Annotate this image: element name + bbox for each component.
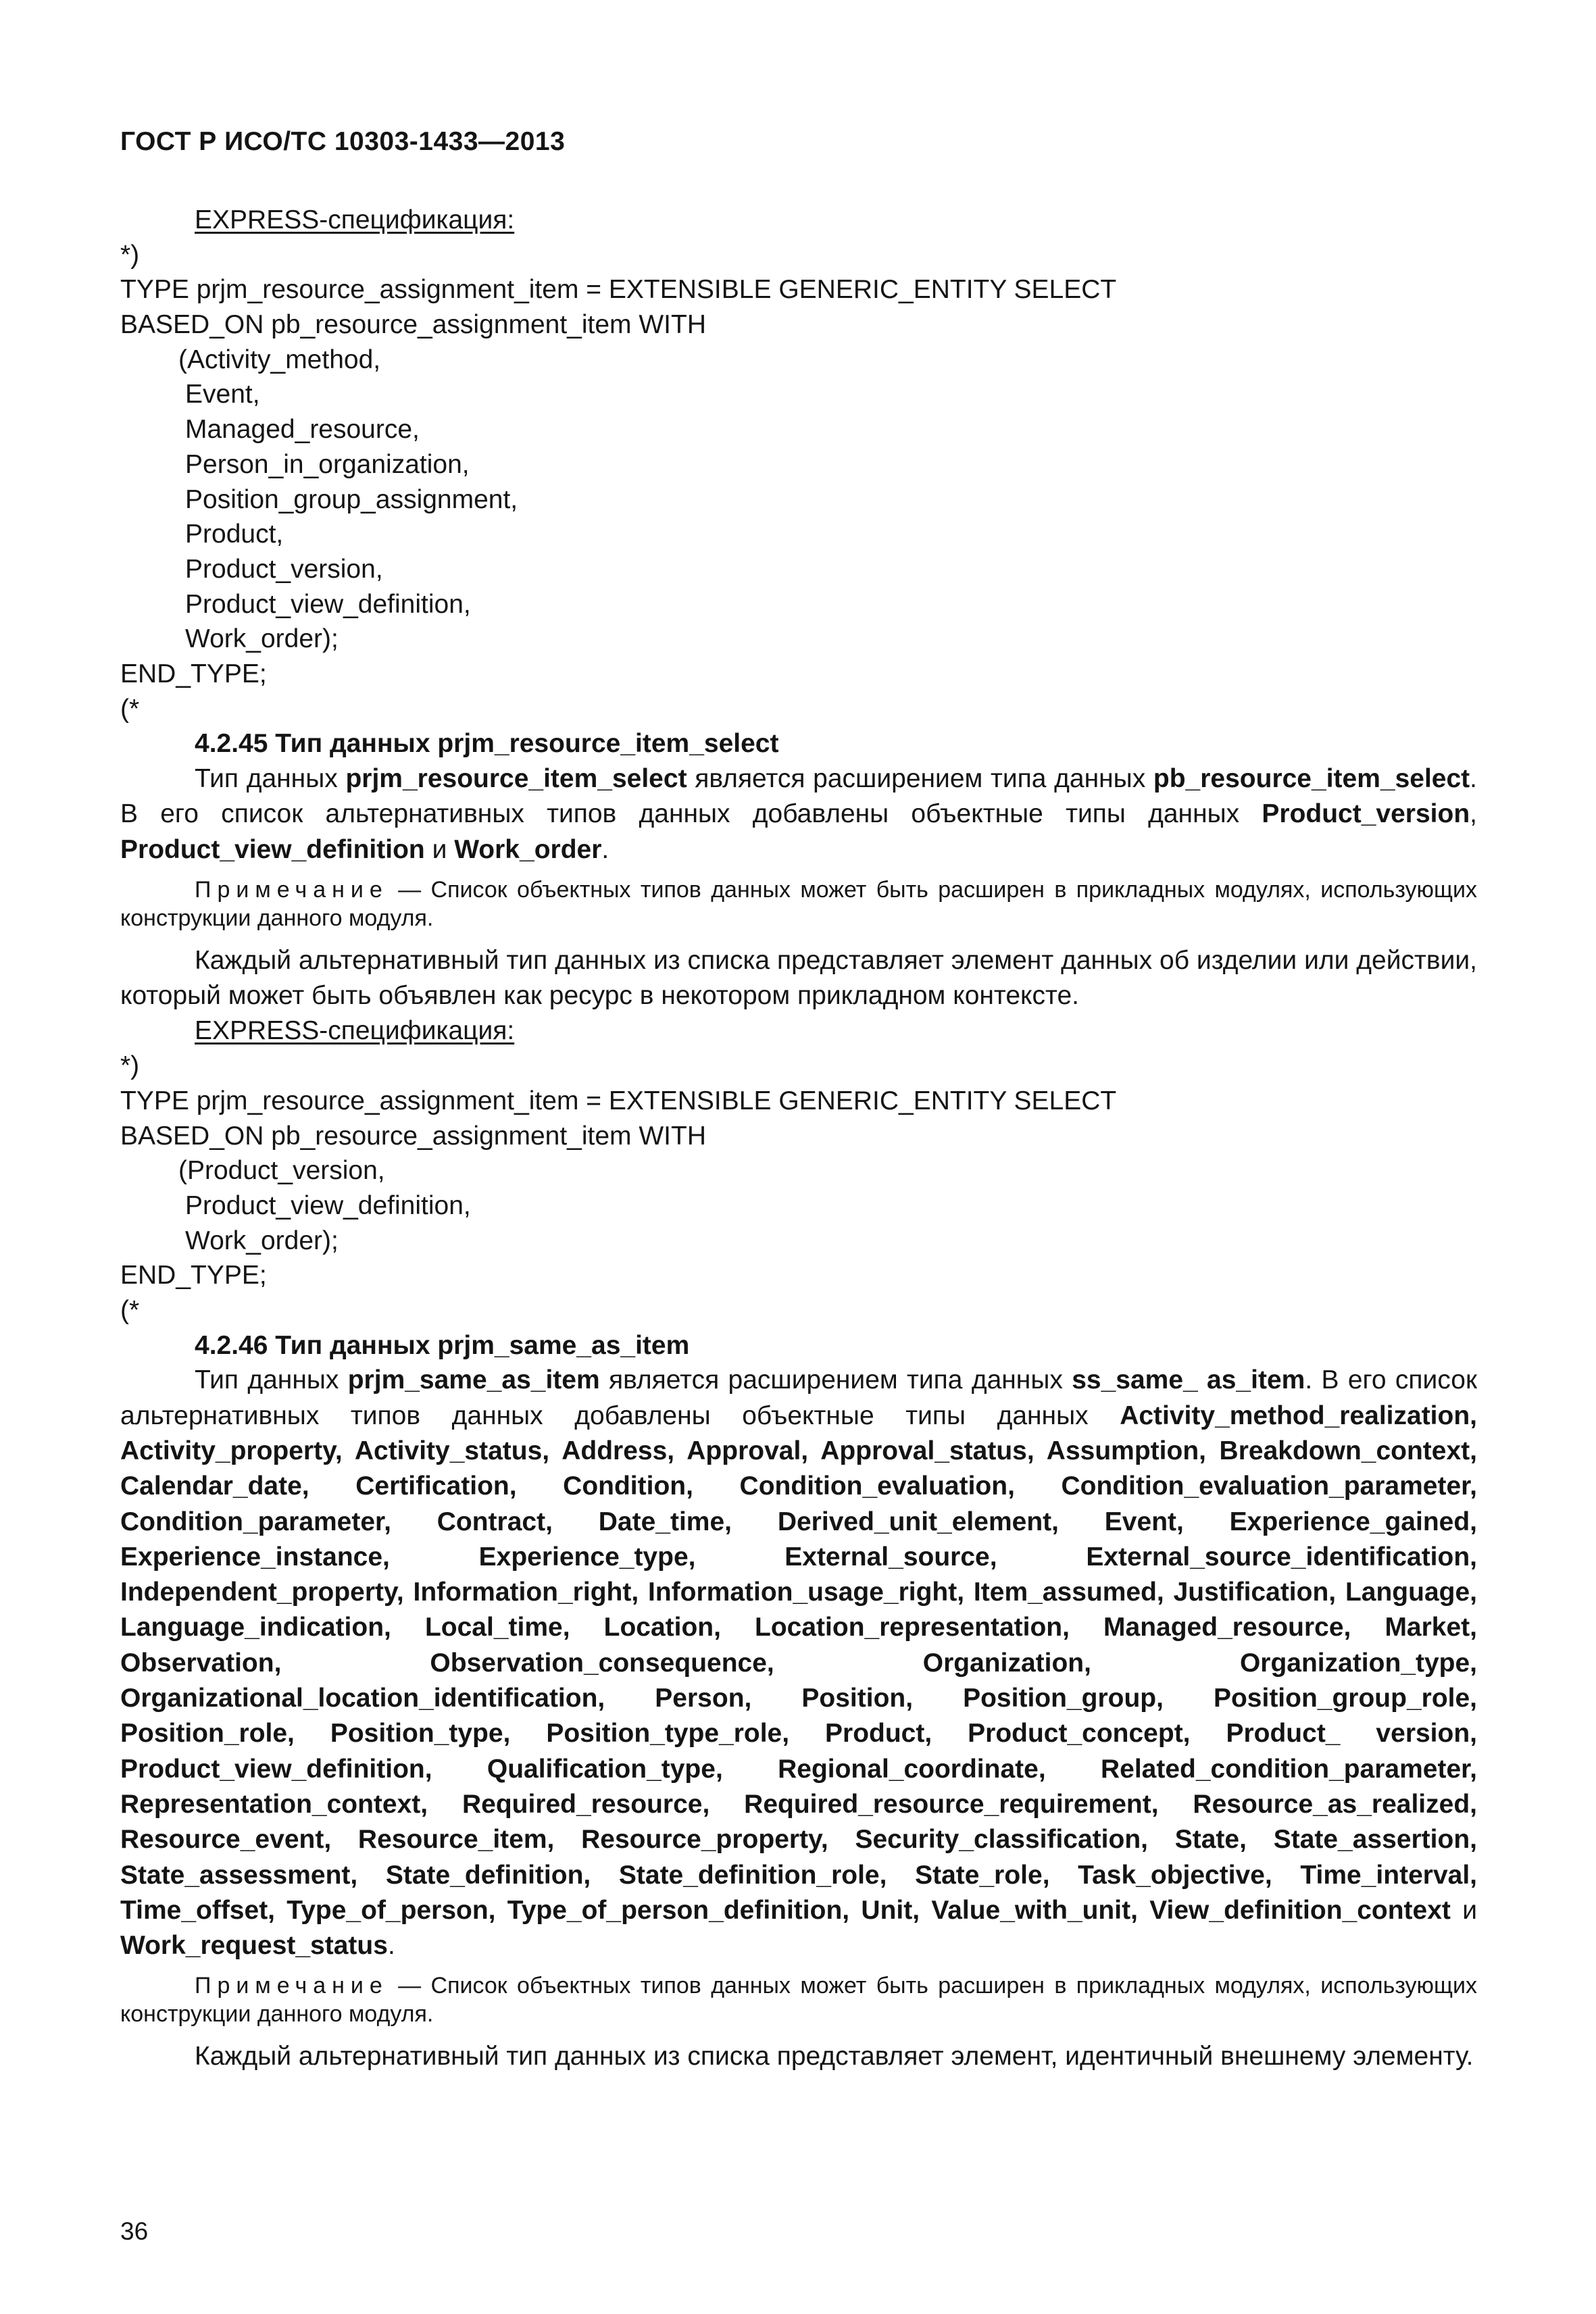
- note-label: Примечание: [195, 876, 389, 903]
- text-run: ,: [1470, 799, 1477, 829]
- text-run: .: [387, 1931, 395, 1961]
- section-paragraph: Каждый альтернативный тип данных из списка представляет элемент, идентичный внешнему элементу.: [195, 2042, 1474, 2071]
- code-type-line: TYPE prjm_resource_assignment_item = EXTENSIBLE GENERIC_ENTITY SELECT: [120, 275, 1117, 305]
- type-name: Product_view_definition: [120, 834, 425, 864]
- note-text: — Список объектных типов данных может быть расширен в прикладных модулях, использующих конструкции данного модуля.: [120, 876, 1477, 931]
- note: [120, 876, 1477, 932]
- type-name: ss_same_ as_item: [1072, 1365, 1305, 1395]
- section-heading-4-2-45: 4.2.45 Тип данных prjm_resource_item_select: [195, 729, 779, 759]
- section-paragraph: [120, 761, 1477, 867]
- code-item: Event,: [185, 380, 260, 409]
- type-name: Product_version: [1262, 799, 1470, 829]
- text-run: и: [1450, 1895, 1477, 1925]
- express-spec-label: EXPRESS-спецификация:: [195, 205, 515, 234]
- document-header: ГОСТ Р ИСО/ТС 10303-1433—2013: [120, 127, 566, 156]
- code-item: Product_view_definition,: [185, 1190, 471, 1220]
- text-run: .: [601, 834, 609, 864]
- text-run: . В его список альтернативных типов данных добавлены объектные типы данных: [120, 764, 1477, 829]
- code-item: Work_order);: [185, 1226, 339, 1255]
- text-run: является расширением типа данных: [599, 1365, 1072, 1395]
- code-based-on-line: BASED_ON pb_resource_assignment_item WITH: [120, 1121, 707, 1151]
- type-name-list: Activity_method_realization, Activity_property, Activity_status, Address, Approval, Approval_status, Assumption, Breakdown_context, Calendar_date, Certification, Condition, Condition_evaluation, Condition_evaluation_parameter, Condition_parameter, Contract, Date_time, Derived_unit_element, Event, Experience_gained, Experience_instance, Experience_type, External_source, External_source_identification, Independent_property, Information_right, Information_usage_right, Item_assumed, Justification, Language, Language_indication, Local_time, Location, Location_representation, Managed_resource, Market, Observation, Observation_consequence, Organization, Organization_type, Organizational_location_identification, Person, Position, Position_group, Position_group_role, Position_role, Position_type, Position_type_role, Product, Product_concept, Product_ version, Product_view_definition, Qualification_type, Regional_coordinate, Related_condition_parameter, Representation_context, Required_resource, Required_resource_requirement, Resource_as_realized, Resource_event, Resource_item, Resource_property, Security_classification, State, State_assertion, State_assessment, State_definition, State_definition_role, State_role, Task_objective, Time_interval, Time_offset, Type_of_person, Type_of_person_definition, Unit, Value_with_unit, View_definition_context: [120, 1401, 1477, 1925]
- page-number: 36: [120, 2217, 149, 2245]
- code-item: Product_view_definition,: [185, 589, 471, 619]
- code-item: Product_version,: [185, 554, 383, 584]
- type-name: pb_resource_item_select: [1153, 764, 1470, 793]
- code-comment-close: *): [120, 240, 140, 270]
- code-end-type: END_TYPE;: [120, 1261, 267, 1290]
- code-item: Work_order);: [185, 624, 339, 654]
- code-item: (Activity_method,: [178, 345, 381, 374]
- code-item: Product,: [185, 520, 284, 549]
- code-item: Managed_resource,: [185, 415, 420, 445]
- note-text: — Список объектных типов данных может быть расширен в прикладных модулях, использующих конструкции данного модуля.: [120, 1973, 1477, 2028]
- code-type-line: TYPE prjm_resource_assignment_item = EXTENSIBLE GENERIC_ENTITY SELECT: [120, 1086, 1117, 1115]
- note: [120, 1971, 1477, 2028]
- text-run: Тип данных: [195, 1365, 348, 1395]
- note-label: Примечание: [195, 1973, 389, 1999]
- text-run: и: [424, 834, 455, 864]
- page-content: [120, 203, 1477, 2075]
- code-comment-open: (*: [120, 1295, 140, 1325]
- text-run: . В его список альтернативных типов данных добавлены объектные типы данных: [120, 1365, 1478, 1430]
- section-paragraph: Каждый альтернативный тип данных из списка представляет элемент данных об изделии или действии, который может быть объявлен как ресурс в некотором прикладном контексте.: [120, 945, 1477, 1011]
- express-spec-label: EXPRESS-спецификация:: [195, 1016, 515, 1046]
- code-item: (Product_version,: [178, 1156, 385, 1186]
- code-comment-open: (*: [120, 694, 140, 724]
- section-heading-4-2-46: 4.2.46 Тип данных prjm_same_as_item: [195, 1330, 690, 1360]
- type-name: prjm_resource_item_select: [345, 764, 687, 793]
- text-run: Тип данных: [195, 764, 346, 793]
- type-name: Work_request_status: [120, 1931, 388, 1961]
- code-item: Position_group_assignment,: [185, 484, 518, 514]
- section-paragraph: [120, 1363, 1477, 1963]
- code-based-on-line: BASED_ON pb_resource_assignment_item WITH: [120, 310, 707, 340]
- type-name: Work_order: [454, 834, 602, 864]
- code-end-type: END_TYPE;: [120, 659, 267, 688]
- code-item: Person_in_organization,: [185, 449, 470, 479]
- type-name: prjm_same_as_item: [347, 1365, 600, 1395]
- code-comment-close: *): [120, 1051, 140, 1081]
- text-run: является расширением типа данных: [687, 764, 1153, 793]
